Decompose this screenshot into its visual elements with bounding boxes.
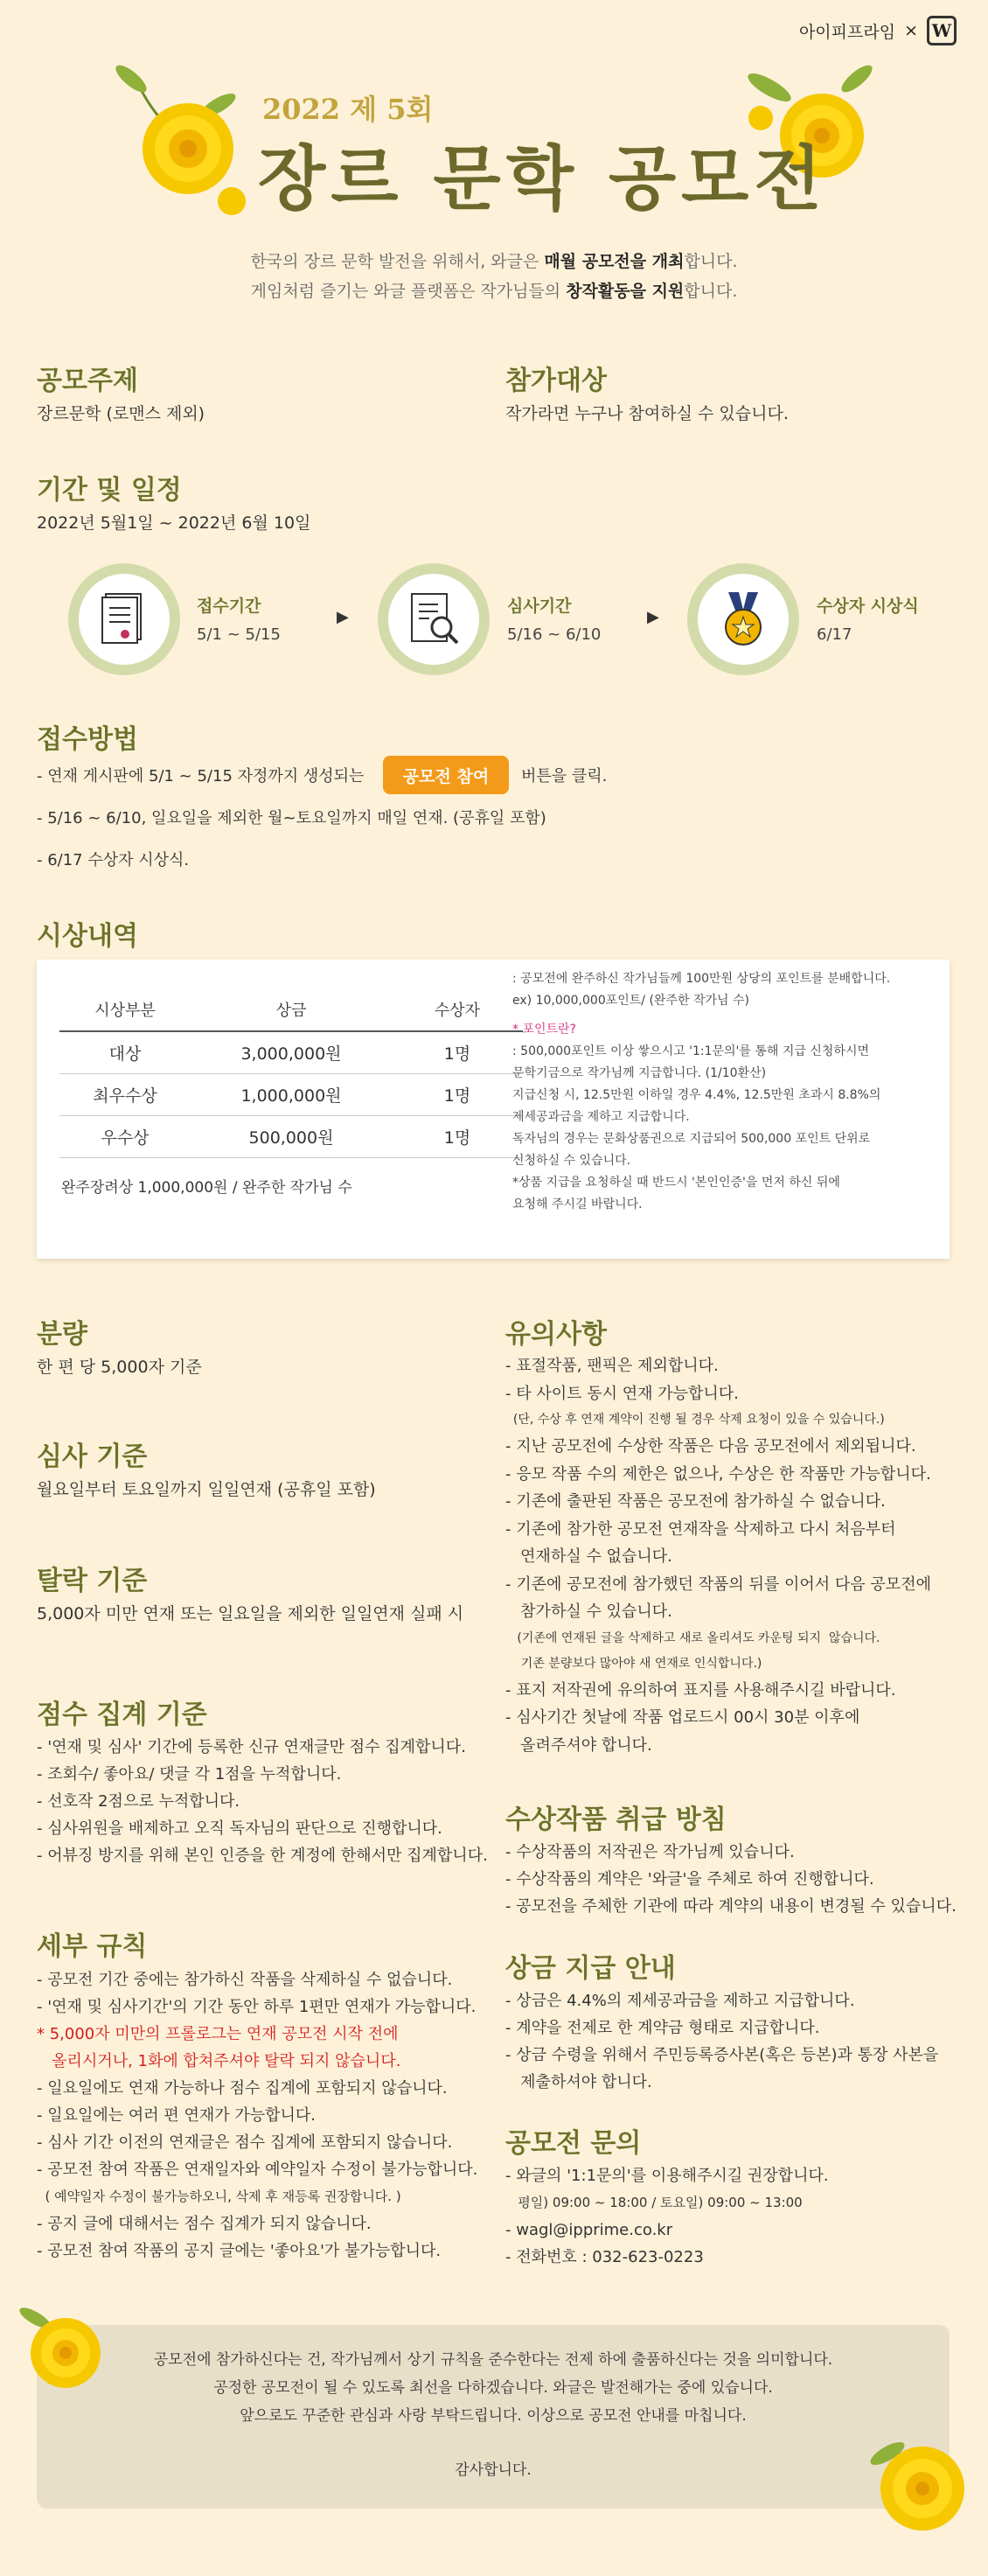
list-item: - '연재 및 심사' 기간에 등록한 신규 연재글만 점수 집계합니다. <box>37 1738 466 1756</box>
brand-header <box>799 16 957 45</box>
list-item: - 심사 기간 이전의 연재글은 점수 집계에 포함되지 않습니다. <box>37 2133 453 2152</box>
step-ceremony-circle <box>687 563 799 675</box>
list-item: - 공지 글에 대해서는 점수 집계가 되지 않습니다. <box>37 2215 372 2233</box>
list-item: - 어뷰징 방지를 위해 본인 인증을 한 계정에 한해서만 집계합니다. <box>37 1846 488 1865</box>
list-item-note: ( 예약일자 수정이 불가능하오니, 삭제 후 재등록 권장합니다. ) <box>37 2189 401 2204</box>
method-line-1b: 버튼을 클릭. <box>521 767 608 785</box>
method-line-2: - 5/16 ~ 6/10, 일요일을 제외한 월~토요일까지 매일 연재. (공휴일 포함) <box>37 809 546 827</box>
judging-text: 월요일부터 토요일까지 일일연재 (공휴일 포함) <box>37 1480 376 1499</box>
list-item: - 조회수/ 좋아요/ 댓글 각 1점을 누적합니다. <box>37 1765 342 1784</box>
flower-icon <box>105 52 254 227</box>
brand-times: × <box>904 21 918 40</box>
table-row: 우수상 500,000원 1명 <box>59 1115 523 1157</box>
judging-heading: 심사 기준 <box>37 1442 148 1472</box>
list-item: 올려주셔야 합니다. <box>505 1735 652 1755</box>
contact-list <box>505 2162 829 2271</box>
scoring-list <box>37 1734 488 1869</box>
contact-phone: - 전화번호 : 032-623-0223 <box>505 2248 704 2266</box>
flower-icon <box>861 2427 975 2541</box>
list-item: - 타 사이트 동시 연재 가능합니다. <box>505 1384 739 1403</box>
step-ceremony: 수상자 시상식 6/17 <box>817 597 919 644</box>
intro-text: 한국의 장르 문학 발전을 위해서, 와글은 매월 공모전을 개최합니다. 게임처럼 즐기는 와글 플랫폼은 작가님들의 창작활동을 지원합니다. <box>250 252 738 301</box>
cautions-list <box>505 1352 960 1759</box>
contest-join-button[interactable]: 공모전 참여 <box>383 756 509 794</box>
magnifier-document-icon <box>403 589 464 650</box>
cautions-heading: 유의사항 <box>505 1319 607 1350</box>
schedule-heading: 기간 및 일정 <box>37 475 182 506</box>
list-item: - 계약을 전제로 한 계약금 형태로 지급합니다. <box>505 2019 820 2037</box>
wagl-logo-icon: W <box>927 16 957 45</box>
flower-icon <box>17 2300 114 2405</box>
elimination-text: 5,000자 미만 연재 또는 일요일을 제외한 일일연재 실패 시 <box>37 1604 464 1623</box>
list-item: - 심사기간 첫날에 작품 업로드시 00시 30분 이후에 <box>505 1708 860 1727</box>
awards-table <box>59 988 523 1158</box>
awards-col-header: 수상자 <box>392 988 523 1031</box>
list-item: - 일요일에도 연재 가능하나 점수 집계에 포함되지 않습니다. <box>37 2079 448 2098</box>
payment-heading: 상금 지급 안내 <box>505 1953 676 1984</box>
awards-col-header: 시상부분 <box>59 988 191 1031</box>
step-arrow-icon: ▶ <box>337 608 349 626</box>
method-line-1: - 연재 게시판에 5/1 ~ 5/15 자정까지 생성되는 <box>37 767 365 785</box>
list-item: - 공모전 기간 중에는 참가하신 작품을 삭제하실 수 없습니다. <box>37 1971 453 1989</box>
step-submission: 접수기간 5/1 ~ 5/15 <box>197 597 281 644</box>
awards-col-header: 상금 <box>191 988 392 1031</box>
list-item: - 지난 공모전에 수상한 작품은 다음 공모전에서 제외됩니다. <box>505 1437 916 1456</box>
closing-message: 공모전에 참가하신다는 건, 작가님께서 상기 규칙을 준수한다는 전제 하에 출품하신다는 것을 의미합니다. 공정한 공모전이 될 수 있도록 최선을 다하겠습니다. 와글은 발전해가는 중에 있습니다. 앞으로도 꾸준한 관심과 사랑 부탁드립니다. 이상으로 공모전 안내를 마칩니다. 감사합니다. <box>37 2325 950 2509</box>
awards-panel <box>37 960 950 1259</box>
list-item: - 응모 작품 수의 제한은 없으나, 수상은 한 작품만 가능합니다. <box>505 1464 931 1483</box>
table-row: 대상 3,000,000원 1명 <box>59 1031 523 1073</box>
scoring-heading: 점수 집계 기준 <box>37 1700 207 1730</box>
list-item: - 상금은 4.4%의 제세공과금을 제하고 지급합니다. <box>505 1992 855 2010</box>
list-item: - 심사위원을 배제하고 오직 독자님의 판단으로 진행합니다. <box>37 1819 442 1838</box>
contest-subtitle: 2022 제 5회 <box>262 93 434 126</box>
points-notes: : 공모전에 완주하신 작가님들께 100만원 상당의 포인트를 분배합니다. ex) 10,000,000포인트/ (완주한 작가님 수) * 포인트란? : 500,000포인트 이상 쌓으시고 '1:1문의'를 통해 지급 신청하시면 문학기금으로 작가님께 지급합니다. (1/10환산) 지급신청 시, 12.5만원 이하일 경우 4.4%, 12.5만원 초과시 8.8%의 제세공과금을 제하고 지급합니다. 독자님의 경우는 문화상품권으로 지급되어 500,000 포인트 단위로 신청하실 수 있습니다. *상품 지급을 요청하실 때 반드시 '본인인증'을 먼저 하신 뒤에 요청해 주시길 바랍니다. <box>512 972 891 1211</box>
amount-text: 한 편 당 5,000자 기준 <box>37 1358 202 1377</box>
bonus-award: 완주장려상 1,000,000원 / 완주한 작가님 수 <box>61 1179 352 1197</box>
medal-icon <box>713 589 774 650</box>
list-item: 제출하셔야 합니다. <box>505 2073 652 2091</box>
schedule-range: 2022년 5월1일 ~ 2022년 6월 10일 <box>37 513 311 533</box>
list-item-warning: 올리시거나, 1화에 합쳐주셔야 탈락 되지 않습니다. <box>37 2052 401 2070</box>
handling-heading: 수상작품 취급 방침 <box>505 1805 727 1835</box>
list-item: - 수상작품의 계약은 '와글'을 주체로 하여 진행합니다. <box>505 1870 874 1888</box>
theme-text: 장르문학 (로맨스 제외) <box>37 404 205 423</box>
list-item-note: (단, 수상 후 연재 계약이 진행 될 경우 삭제 요청이 있을 수 있습니다.) <box>505 1413 885 1427</box>
thanks-text: 감사합니다. <box>455 2461 532 2479</box>
list-item: - 표절작품, 팬픽은 제외합니다. <box>505 1357 719 1375</box>
list-item: - 일요일에는 여러 편 연재가 가능합니다. <box>37 2106 317 2125</box>
list-item: - 공모전 참여 작품의 공지 글에는 '좋아요'가 불가능합니다. <box>37 2242 442 2260</box>
list-item: - 기존에 공모전에 참가했던 작품의 뒤를 이어서 다음 공모전에 <box>505 1574 931 1594</box>
list-item: - 기존에 출판된 작품은 공모전에 참가하실 수 없습니다. <box>505 1492 886 1511</box>
table-row: 최우수상 1,000,000원 1명 <box>59 1073 523 1115</box>
rules-list <box>37 1966 477 2265</box>
list-item-warning: * 5,000자 미만의 프롤로그는 연재 공모전 시작 전에 <box>37 2025 399 2043</box>
document-icon <box>94 589 155 650</box>
elimination-heading: 탈락 기준 <box>37 1566 148 1596</box>
list-item: 참가하실 수 있습니다. <box>505 1602 672 1621</box>
contact-email: - wagl@ipprime.co.kr <box>505 2221 673 2239</box>
list-item-note: 기존 분량보다 많아야 새 연재로 인식합니다.) <box>505 1656 762 1671</box>
list-item: - 기존에 참가한 공모전 연재작을 삭제하고 다시 처음부터 <box>505 1519 896 1539</box>
awards-heading: 시상내역 <box>37 921 138 952</box>
contact-heading: 공모전 문의 <box>505 2128 642 2159</box>
method-line-3: - 6/17 수상자 시상식. <box>37 851 190 869</box>
step-review-circle <box>378 563 490 675</box>
contact-hours: 평일) 09:00 ~ 18:00 / 토요일) 09:00 ~ 13:00 <box>505 2195 803 2210</box>
eligibility-heading: 참가대상 <box>505 366 607 396</box>
theme-heading: 공모주제 <box>37 366 138 396</box>
step-review: 심사기간 5/16 ~ 6/10 <box>507 597 602 644</box>
list-item: - 표지 저작권에 유의하여 표지를 사용해주시길 바랍니다. <box>505 1680 896 1700</box>
list-item: - 공모전을 주체한 기관에 따라 계약의 내용이 변경될 수 있습니다. <box>505 1897 957 1916</box>
contact-line: - 와글의 '1:1문의'를 이용해주시길 권장합니다. <box>505 2167 829 2185</box>
step-arrow-icon: ▶ <box>647 608 659 626</box>
amount-heading: 분량 <box>37 1319 87 1350</box>
brand-name: 아이피프라임 <box>798 22 896 42</box>
method-heading: 접수방법 <box>37 724 138 755</box>
list-item: 연재하실 수 없습니다. <box>505 1547 672 1566</box>
list-item: - 상금 수령을 위해서 주민등록증사본(혹은 등본)과 통장 사본을 <box>505 2046 939 2064</box>
eligibility-text: 작가라면 누구나 참여하실 수 있습니다. <box>505 404 789 423</box>
page-title: 장르 문학 공모전 <box>258 137 827 220</box>
list-item-note: (기존에 연재된 글을 삭제하고 새로 올리셔도 카운팅 되지 않습니다. <box>505 1630 880 1645</box>
rules-heading: 세부 규칙 <box>37 1931 148 1962</box>
step-submission-circle <box>68 563 180 675</box>
list-item: - 선호작 2점으로 누적합니다. <box>37 1792 240 1811</box>
list-item: - '연재 및 심사기간'의 기간 동안 하루 1편만 연재가 가능합니다. <box>37 1998 477 2016</box>
handling-list <box>505 1839 957 1920</box>
list-item: - 공모전 참여 작품은 연재일자와 예약일자 수정이 불가능합니다. <box>37 2161 478 2179</box>
list-item: - 수상작품의 저작권은 작가님께 있습니다. <box>505 1843 795 1861</box>
payment-list <box>505 1987 938 2096</box>
